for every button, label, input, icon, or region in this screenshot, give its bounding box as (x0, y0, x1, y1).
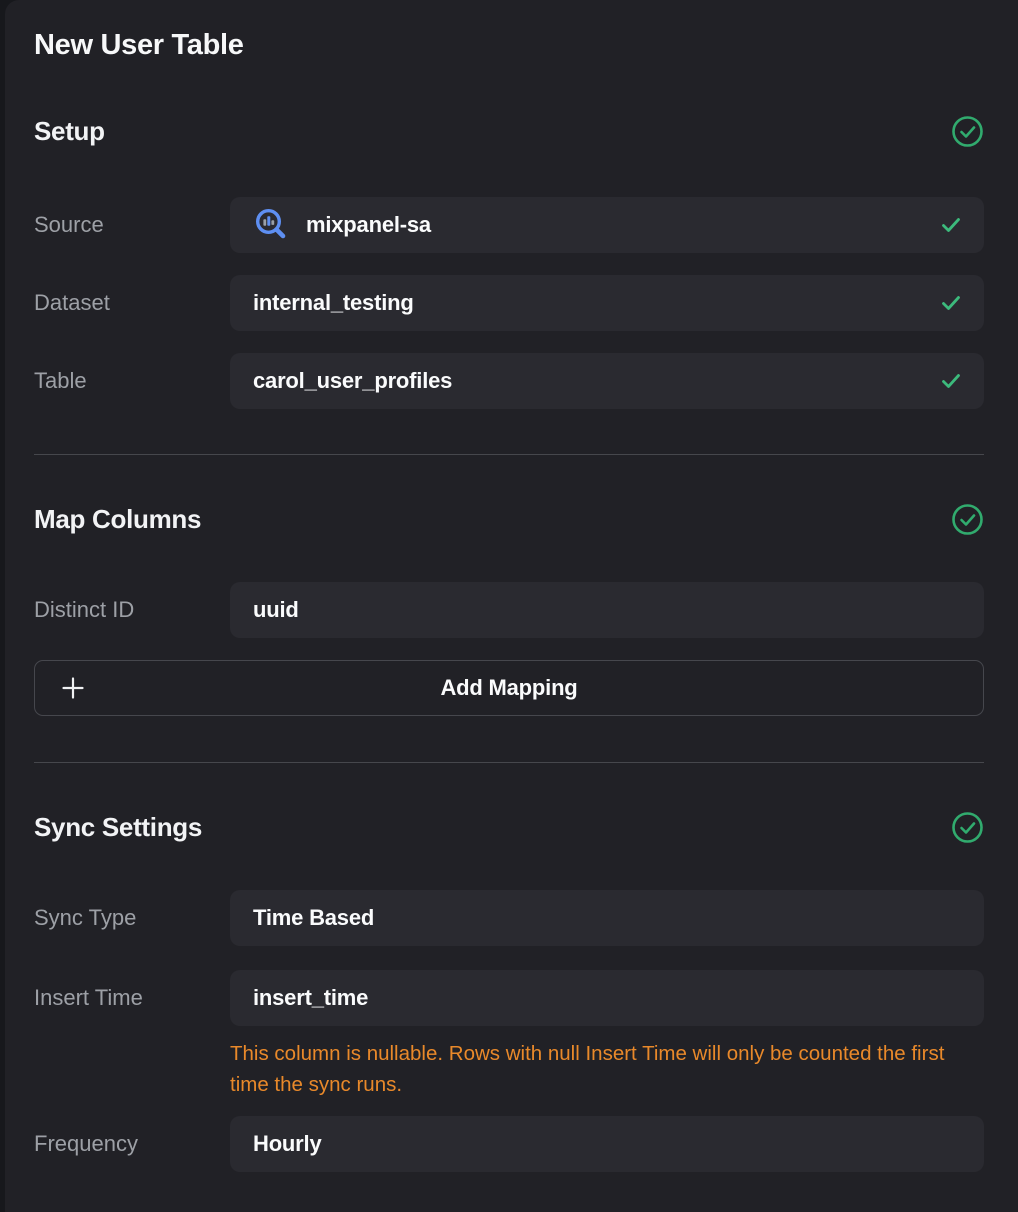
distinct-id-row (34, 582, 984, 638)
insert-time-label: Insert Time (34, 985, 143, 1010)
magnifier-bar-chart-icon (253, 207, 290, 244)
section-divider (34, 454, 984, 455)
distinct-id-value: uuid (253, 597, 299, 622)
sync-settings-complete-circled-check-icon (951, 811, 984, 844)
section-divider (34, 762, 984, 763)
sync-settings-section-header (34, 810, 984, 844)
dataset-label: Dataset (34, 290, 110, 315)
map-columns-heading: Map Columns (34, 504, 202, 534)
sync-settings-heading: Sync Settings (34, 812, 203, 842)
source-row (34, 197, 984, 253)
distinct-id-label: Distinct ID (34, 597, 135, 622)
setup-section-header (34, 114, 984, 148)
table-label: Table (34, 368, 87, 393)
setup-heading: Setup (34, 116, 105, 146)
dataset-select[interactable] (230, 275, 984, 331)
source-select[interactable] (230, 197, 984, 253)
new-user-table-panel (5, 0, 1018, 1212)
frequency-row (34, 1116, 984, 1172)
table-valid-check-icon (940, 370, 962, 392)
add-mapping-button[interactable] (34, 660, 984, 716)
frequency-select[interactable] (230, 1116, 984, 1172)
add-mapping-label: Add Mapping (440, 675, 578, 700)
dataset-valid-check-icon (940, 292, 962, 314)
source-valid-check-icon (940, 214, 962, 236)
sync-type-select[interactable] (230, 890, 984, 946)
frequency-label: Frequency (34, 1131, 138, 1156)
insert-time-value: insert_time (253, 985, 369, 1010)
table-row (34, 353, 984, 409)
source-value: mixpanel-sa (306, 212, 431, 237)
map-columns-section-header (34, 502, 984, 536)
dataset-value: internal_testing (253, 290, 414, 315)
source-label: Source (34, 212, 104, 237)
table-select[interactable] (230, 353, 984, 409)
insert-time-select[interactable] (230, 970, 984, 1026)
plus-icon (61, 676, 85, 700)
insert-time-row (34, 970, 984, 1026)
distinct-id-select[interactable] (230, 582, 984, 638)
sync-type-row (34, 890, 984, 946)
sync-type-label: Sync Type (34, 905, 137, 930)
table-value: carol_user_profiles (253, 368, 453, 393)
dataset-row (34, 275, 984, 331)
frequency-value: Hourly (253, 1131, 322, 1156)
insert-time-nullable-warning: This column is nullable. Rows with null Insert Time will only be counted the first time the sync runs. (230, 1042, 945, 1096)
map-columns-complete-circled-check-icon (951, 503, 984, 536)
sync-type-value: Time Based (253, 905, 375, 930)
page-title: New User Table (34, 29, 244, 61)
setup-complete-circled-check-icon (951, 115, 984, 148)
